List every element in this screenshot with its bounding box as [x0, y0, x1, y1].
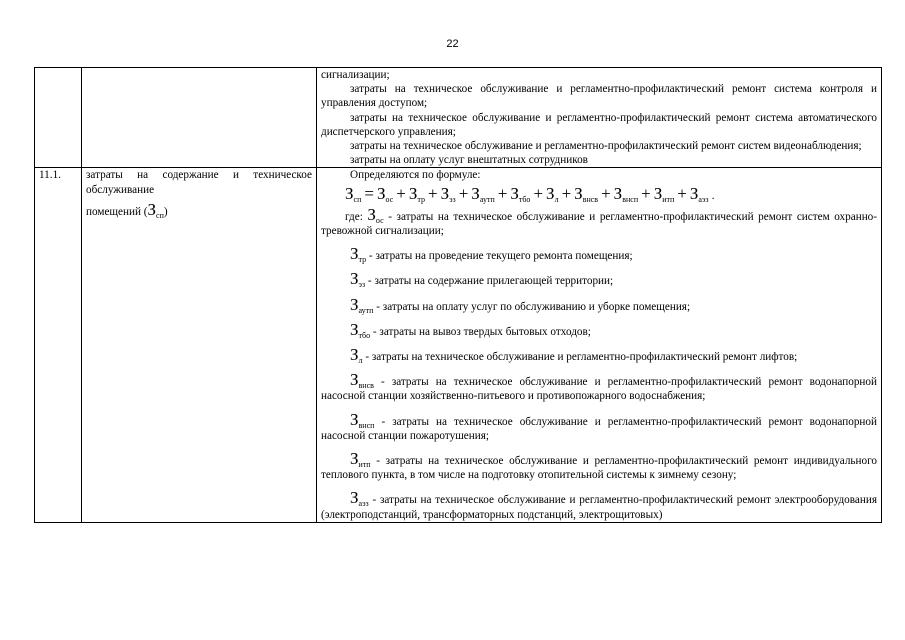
text-line: затраты на техническое обслуживание и регламентно-профилактический ремонт система автоматического диспетчерского управления;: [321, 111, 877, 138]
cost-subscript: эз: [358, 280, 366, 290]
formula-term: $З_{внсп}$: [613, 183, 639, 204]
definition-text: - затраты на вывоз твердых бытовых отходов;: [370, 325, 591, 338]
row-number-cell: [35, 68, 82, 168]
row-name-cell: [82, 68, 317, 168]
plus-sign: +: [677, 183, 687, 203]
definition-item: [321, 294, 877, 315]
definition-item: [321, 269, 877, 290]
plus-sign: +: [458, 183, 469, 203]
row-description-cell: [317, 68, 882, 168]
cost-symbol: З: [350, 409, 359, 429]
plus-sign: +: [641, 183, 651, 203]
definition-text: - затраты на техническое обслуживание и регламентно-профилактический ремонт систем охранно-тревожной сигнализации;: [321, 210, 877, 238]
definition-text: - затраты на техническое обслуживание и регламентно-профилактический ремонт индивидуального теплового пункта, в том числе на подготовку отопительной системы к зимнему сезону;: [321, 455, 877, 482]
cost-formula: [321, 183, 877, 204]
formula-lhs: $З_{сп}$: [345, 183, 362, 204]
cost-subscript: аутп: [358, 305, 374, 315]
definition-item: [321, 319, 877, 340]
cost-symbol: З: [367, 204, 376, 224]
definition-item: [321, 204, 877, 238]
cost-symbol: З: [350, 319, 359, 339]
formula-term: $З_{аэз}$: [689, 183, 709, 204]
cost-item-name-tail: помещений $(З_{сп})$: [86, 199, 168, 220]
where-label: где:: [345, 210, 368, 223]
page-number: 22: [446, 38, 459, 50]
text-line: сигнализации;: [321, 69, 390, 81]
plus-sign: +: [601, 183, 611, 203]
cost-symbol: З: [350, 294, 359, 314]
cost-subscript: итп: [358, 460, 371, 470]
cost-symbol: З: [350, 370, 359, 390]
cost-symbol: З: [350, 269, 359, 289]
cost-symbol: З: [350, 244, 359, 264]
definition-item: [321, 409, 877, 443]
plus-sign: +: [497, 183, 508, 203]
row-description-cell: [317, 168, 882, 522]
plus-sign: +: [427, 183, 438, 203]
formula-term: $З_{тр}$: [408, 183, 425, 204]
definition-text: - затраты на техническое обслуживание и регламентно-профилактический ремонт водонапорной насосной станции хозяйственно-питьевого и противопожарного водоснабжения;: [321, 376, 877, 403]
definition-text: - затраты на оплату услуг по обслуживанию и уборке помещения;: [373, 300, 691, 313]
table-row: [35, 68, 882, 168]
plus-sign: +: [533, 183, 544, 203]
formula-term: $З_{тбо}$: [510, 183, 531, 204]
equals-sign: =: [364, 183, 374, 203]
formula-term: $З_л$: [546, 183, 559, 204]
definition-item: [321, 488, 877, 521]
cost-subscript: аэз: [358, 499, 369, 509]
table-row: [35, 168, 882, 522]
definition-item: [321, 345, 877, 366]
definition-text: - затраты на техническое обслуживание и регламентно-профилактический ремонт лифтов;: [362, 351, 798, 364]
formula-term: $З_{итп}$: [653, 183, 675, 204]
definition-text: - затраты на содержание прилегающей территории;: [365, 275, 614, 288]
formula-term: $З_{аутп}$: [471, 183, 495, 204]
plus-sign: +: [396, 183, 406, 203]
plus-sign: +: [561, 183, 572, 203]
row-name-cell: [82, 168, 317, 522]
definition-text: - затраты на техническое обслуживание и регламентно-профилактический ремонт водонапорной насосной станции пожаротушения;: [321, 415, 877, 442]
cost-subscript: тбо: [358, 330, 371, 340]
cost-subscript: тр: [358, 255, 367, 265]
definition-item: [321, 244, 877, 265]
cost-subscript: внсв: [358, 381, 374, 391]
cost-table: [34, 67, 882, 523]
formula-definitions: [321, 204, 877, 522]
formula-term: $З_{ос}$: [376, 183, 394, 204]
formula-intro: Определяются по формуле:: [350, 169, 481, 182]
cost-subscript: внсп: [358, 420, 375, 430]
text-line: затраты на оплату услуг внештатных сотрудников: [350, 154, 588, 167]
formula-term: $З_{эз}$: [440, 183, 456, 204]
formula-term: $З_{внсв}$: [574, 183, 599, 204]
cost-symbol: З: [350, 488, 359, 508]
cost-subscript: л: [358, 356, 363, 366]
cost-symbol: З: [350, 345, 359, 365]
cost-item-name: затраты на содержание и техническое обслуживание: [86, 169, 312, 196]
formula-end: .: [711, 187, 715, 202]
text-line: затраты на техническое обслуживание и регламентно-профилактический ремонт систем видеонаблюдения;: [350, 140, 862, 153]
cost-subscript: ос: [375, 215, 384, 225]
row-number-cell: 11.1.: [35, 168, 82, 522]
definition-text: - затраты на техническое обслуживание и регламентно-профилактический ремонт электрооборудования (электроподстанций, трансформаторных подстанций, электрощитовых): [321, 494, 877, 521]
text-line: затраты на техническое обслуживание и регламентно-профилактический ремонт система контроля и управления доступом;: [321, 83, 877, 110]
cost-symbol: З: [350, 449, 359, 469]
definition-item: [321, 449, 877, 482]
definition-item: [321, 370, 877, 403]
definition-text: - затраты на проведение текущего ремонта помещения;: [366, 250, 633, 263]
